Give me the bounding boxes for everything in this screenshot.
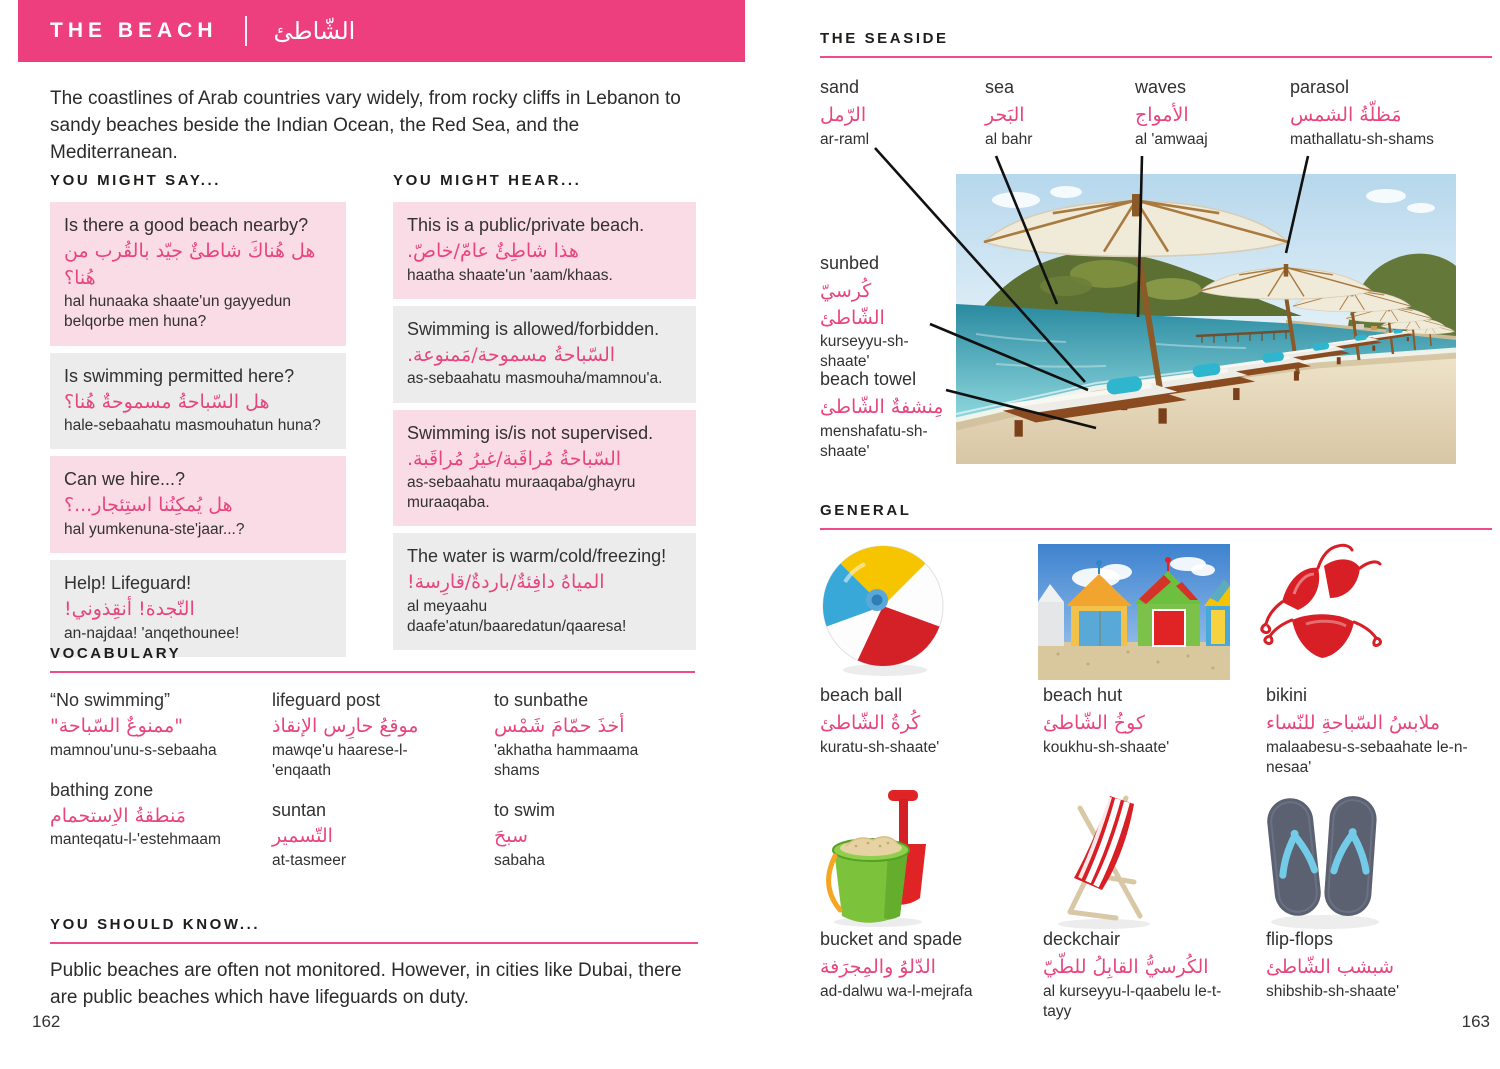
vocab-arabic: سبحَ [494,824,528,847]
label-arabic: الكُرسيُّ القابِلُ للطّيّ [1043,956,1209,979]
phrase-arabic: هذا شاطِئٌ عامّ/خاصّ. [407,240,579,263]
label-transliteration: koukhu-sh-shaate' [1043,738,1170,756]
label-transliteration: ar-raml [820,130,870,148]
label-en: beach ball [820,685,903,705]
phrase-box [393,533,696,650]
vocab-item [272,799,494,871]
label-arabic: مِنشفةٌ الشّاطئ [820,396,944,419]
phrase-transliteration: as-sebaahatu muraaqaba/ghayru muraaqaba. [407,474,636,512]
deckchair-illustration [1040,784,1176,932]
chapter-title: THE BEACH [50,19,218,42]
you-might-say-section [50,172,346,664]
vocab-transliteration: manteqatu-l-'estehmaam [50,831,221,849]
label-en: beach towel [820,369,917,389]
phrase-box [50,456,346,553]
chapter-header-bar [18,0,745,62]
label-en: flip-flops [1266,929,1334,949]
page-number-left: 162 [32,1012,61,1031]
phrase-arabic: هل يُمكِنُنا استِئجار...؟ [64,494,233,517]
label-transliteration: al kurseyyu-l-qaabelu le-t-tayy [1043,982,1222,1020]
vocabulary-column [50,689,272,889]
label-arabic: مَظلّةُ الشمس [1290,104,1402,127]
page-number-right: 163 [1461,1012,1490,1031]
vocabulary-heading: VOCABULARY [50,645,182,662]
vocab-item [272,689,494,781]
label-transliteration: malaabesu-s-sebaahate le-n-nesaa' [1266,738,1468,776]
vocab-item [494,689,694,781]
label-transliteration: al 'amwaaj [1135,130,1208,148]
vocab-arabic: أخذَ حمّامَ شَمْس [494,715,625,738]
vocabulary-column [272,689,494,889]
label-en: sand [820,77,860,97]
seaside-rule [820,56,1492,58]
chapter-title-arabic: الشّاطئ [273,17,356,45]
vocab-transliteration: mawqe'u haarese-l-'enqaath [272,741,408,779]
label-transliteration: menshafatu-sh-shaate' [820,422,928,460]
general-label-beach-hut [1043,684,1243,758]
header-divider [245,16,247,46]
phrase-box [50,202,346,346]
beach-ball-illustration [815,540,955,680]
phrase-en: Help! Lifeguard! [64,573,192,594]
you-should-know-section [50,916,698,1012]
label-en: beach hut [1043,685,1123,705]
phrase-transliteration: as-sebaahatu masmouha/mamnou'a. [407,370,663,388]
intro-paragraph: The coastlines of Arab countries vary widely, from rocky cliffs in Lebanon to sandy beaches beside the Indian Ocean, the Red Sea, and the Mediterranean. [50,88,681,163]
you-might-hear-heading: YOU MIGHT HEAR... [393,172,582,189]
general-rule [820,528,1492,530]
you-should-know-heading: YOU SHOULD KNOW... [50,916,261,933]
seaside-label-sunbed [820,252,940,373]
vocab-item [494,799,694,871]
phrase-arabic: السّباحةُ مُراقَبة/غيرُ مُراقَبة. [407,447,622,470]
vocab-item [50,689,272,761]
vocab-en: “No swimming” [50,690,171,710]
general-heading: GENERAL [820,502,912,519]
phrase-transliteration: hale-sebaahatu masmouhatun huna? [64,417,321,435]
you-should-know-rule [50,942,698,944]
bikini-illustration [1252,540,1390,678]
seaside-label-parasol [1290,76,1475,150]
phrase-transliteration: hal yumkenuna-ste'jaar...? [64,520,245,538]
you-should-know-text: Public beaches are often not monitored. However, in cities like Dubai, there are public beaches which have lifeguards on duty. [50,960,682,1008]
label-arabic: الأمواج [1135,104,1189,127]
seaside-label-sand [820,76,965,150]
phrase-transliteration: an-najdaa! 'anqethounee! [64,624,240,642]
vocab-arabic: موقعُ حارِس الإنقاذ [272,715,419,738]
vocabulary-section [50,645,695,889]
vocabulary-column [494,689,694,889]
general-label-deckchair [1043,928,1243,1022]
label-transliteration: al bahr [985,130,1033,148]
vocab-en: to sunbathe [494,690,589,710]
you-might-hear-section [393,172,696,657]
vocab-arabic: "ممنوعٌ السّباحة" [50,715,184,738]
label-arabic: ملابسُ السّباحةِ للنّساء [1266,712,1441,735]
phrase-en: Can we hire...? [64,469,186,490]
vocab-arabic: مَنطقةُ الاِستحمام [50,804,186,827]
label-arabic: كُرةُ الشّاطئ [820,712,921,735]
vocab-en: bathing zone [50,779,154,800]
label-transliteration: mathallatu-sh-shams [1290,130,1434,148]
vocab-transliteration: sabaha [494,851,545,869]
label-transliteration: kuratu-sh-shaate' [820,738,940,756]
label-transliteration: ad-dalwu wa-l-mejrafa [820,982,973,1000]
general-label-beach-ball [820,684,1020,758]
general-label-bucket-and-spade [820,928,1025,1002]
label-arabic: شبشب الشّاطئ [1266,956,1395,979]
phrase-en: This is a public/private beach. [407,215,645,235]
vocab-en: to swim [494,799,556,820]
vocab-arabic: التّسمير [272,824,333,847]
phrase-en: Swimming is allowed/forbidden. [407,318,660,339]
phrase-arabic: المياهُ دافِئةٌ/باردةٌ/قارِسة! [407,571,605,594]
vocabulary-rule [50,671,695,673]
beach-hut-photo [1038,544,1230,680]
phrase-en: Is swimming permitted here? [64,365,295,386]
phrase-arabic: السّباحةُ مسموحة/مَمنوعة. [407,343,616,366]
label-arabic: كوخُ الشّاطئ [1043,712,1145,735]
label-arabic: الدّلوُ والمِجرَفة [820,956,936,979]
phrase-box [393,410,696,527]
vocab-item [50,779,272,851]
label-arabic: كُرسيّ الشّاطئ [820,280,885,329]
phrase-arabic: هل هُناكَ شاطئٌ جيّد بالقُرب من هُنا؟ [64,240,316,289]
phrase-en: The water is warm/cold/freezing! [407,546,667,567]
label-transliteration: kurseyyu-sh-shaate' [820,333,909,371]
phrase-box [393,306,696,403]
seaside-label-sea [985,76,1115,150]
seaside-label-beach-towel [820,368,945,462]
seaside-photo [956,174,1456,464]
label-arabic: البَحر [985,104,1025,127]
label-en: bucket and spade [820,929,963,949]
bucket-and-spade-illustration [818,786,940,928]
label-en: parasol [1290,77,1350,97]
phrase-en: Swimming is/is not supervised. [407,422,654,443]
label-en: waves [1135,77,1187,97]
vocab-transliteration: 'akhatha hammaama shams [494,741,639,779]
general-label-bikini [1266,684,1471,778]
phrase-en: Is there a good beach nearby? [64,215,309,235]
phrase-transliteration: al meyaahu daafe'atun/baaredatun/qaaresa! [407,598,627,636]
phrase-arabic: هل السّباحةُ مسموحةٌ هُنا؟ [64,390,270,413]
vocab-transliteration: at-tasmeer [272,851,347,869]
phrase-box [393,202,696,299]
label-en: sunbed [820,253,880,273]
flip-flops-illustration [1255,784,1393,932]
label-arabic: الرّمل [820,104,867,127]
general-label-flip-flops [1266,928,1471,1002]
vocab-en: lifeguard post [272,690,381,710]
label-en: deckchair [1043,929,1121,949]
phrase-transliteration: haatha shaate'un 'aam/khaas. [407,266,613,284]
seaside-heading: THE SEASIDE [820,30,949,47]
seaside-label-waves [1135,76,1275,150]
label-transliteration: shibshib-sh-shaate' [1266,982,1400,1000]
phrase-box [50,353,346,450]
label-en: sea [985,77,1015,97]
phrase-transliteration: hal hunaaka shaate'un gayyedun belqorbe men huna? [64,293,292,331]
phrase-box [50,560,346,657]
label-en: bikini [1266,685,1308,705]
seaside-section [820,30,1492,58]
beach-sunbeds-parasols-photo [956,174,1456,464]
you-might-say-heading: YOU MIGHT SAY... [50,172,222,189]
phrase-arabic: النّجدة! أنقِذوني! [64,598,195,621]
general-section [820,502,1492,530]
vocab-transliteration: mamnou'unu-s-sebaaha [50,741,217,759]
vocab-en: suntan [272,799,327,820]
